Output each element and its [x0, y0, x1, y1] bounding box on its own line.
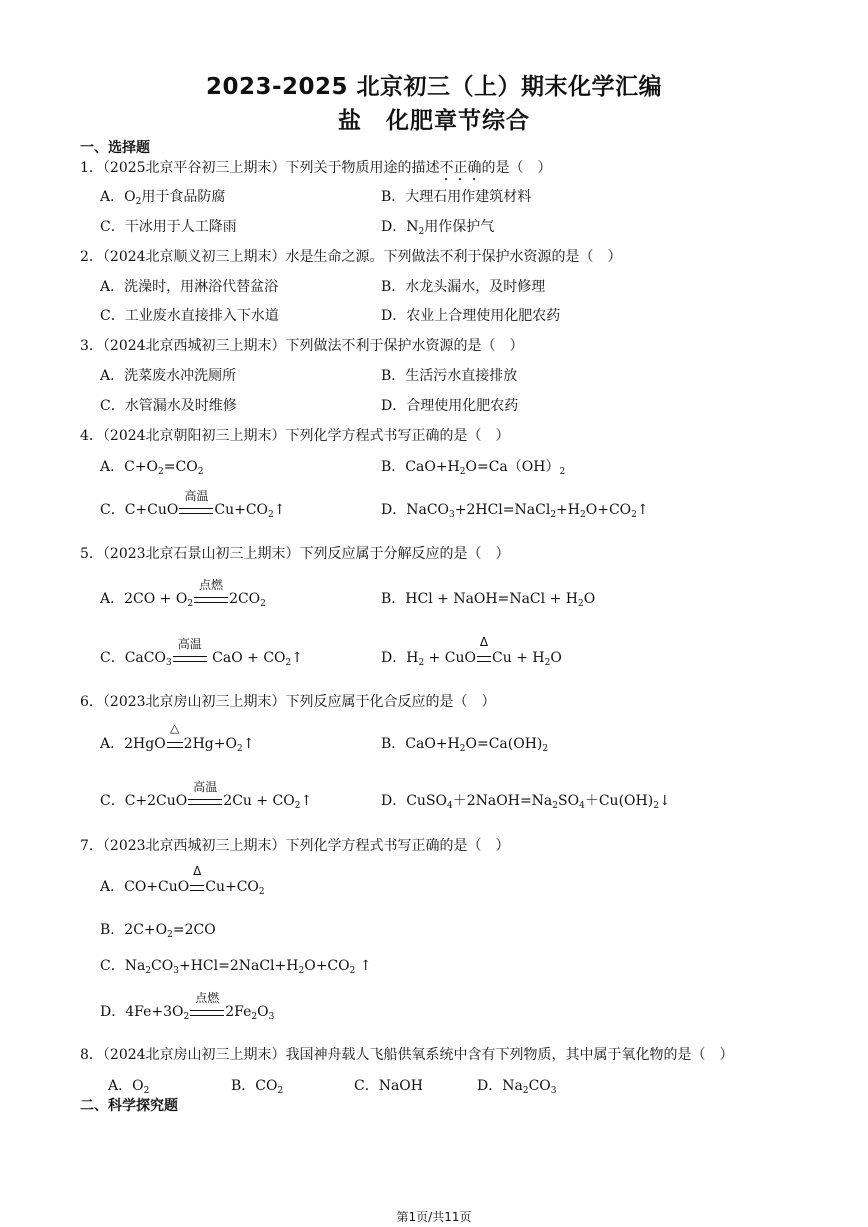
- question-6-option-b: B．$CaO+H_2O=Ca(OH)_2$: [381, 736, 549, 754]
- question-1-stem: 1．（2025北京平谷初三上期末）下列关于物质用途的描述不正确的是（ ）: [80, 160, 552, 176]
- question-2-option-c: C．工业废水直接排入下水道: [100, 308, 279, 324]
- reaction-arrow: △: [167, 737, 183, 751]
- question-2-option-a: A．洗澡时，用淋浴代替盆浴: [100, 279, 279, 295]
- reaction-arrow: 点燃: [194, 592, 228, 606]
- section-heading-choice: 一、选择题: [80, 140, 150, 156]
- question-5-option-b: B．HCl + NaOH=NaCl + $H_2O$: [381, 591, 596, 609]
- question-1-option-c: C．干冰用于人工降雨: [100, 219, 237, 235]
- question-7-option-a: A．CO+CuO Δ $Cu+CO_2$: [100, 864, 265, 897]
- reaction-arrow: 高温: [179, 503, 213, 517]
- question-5-option-d: D．$H_2$ + CuO Δ $Cu + H_2O$: [381, 635, 562, 668]
- question-6-option-a: A．2HgO △ $2Hg+O_2↑$: [100, 721, 255, 754]
- question-8-option-c: C．NaOH: [354, 1078, 423, 1094]
- question-3-option-c: C．水管漏水及时维修: [100, 398, 237, 414]
- question-6-option-d: D．$CuSO_4+2NaOH=Na_2SO_4+Cu(OH)_2↓$: [381, 793, 671, 811]
- question-6-stem: 6．（2023北京房山初三上期末）下列反应属于化合反应的是（ ）: [80, 694, 496, 710]
- question-1-option-a: A．$O_2$用于食品防腐: [100, 189, 226, 207]
- question-8-option-a: A．$O_2$: [108, 1078, 150, 1096]
- page-footer: 第1页/共11页: [396, 1210, 472, 1224]
- question-8-option-d: D．$Na_2CO_3$: [477, 1078, 557, 1096]
- question-3-option-b: B．生活污水直接排放: [381, 368, 518, 384]
- question-7-option-d: D．$4Fe+3O_2$ 点燃 $2Fe_2O_3$: [100, 991, 275, 1022]
- question-5-option-c: C．CaCO$_3$ 高温 CaO + $CO_2↑$: [100, 637, 303, 668]
- question-8-option-b: B．$CO_2$: [231, 1078, 284, 1096]
- reaction-arrow: 点燃: [190, 1005, 224, 1019]
- question-4-option-b: B．$CaO+H_2O=Ca(OH)_2$: [381, 459, 566, 477]
- question-3-option-d: D．合理使用化肥农药: [381, 398, 519, 414]
- question-2-stem: 2．（2024北京顺义初三上期末）水是生命之源。下列做法不利于保护水资源的是（ ）: [80, 249, 622, 265]
- question-5-option-a: A．$2CO + O_2$ 点燃 $2CO_2$: [100, 578, 266, 609]
- question-4-stem: 4．（2024北京朝阳初三上期末）下列化学方程式书写正确的是（ ）: [80, 428, 510, 444]
- question-2-option-d: D．农业上合理使用化肥农药: [381, 308, 561, 324]
- reaction-arrow: Δ: [190, 880, 204, 894]
- reaction-arrow: 高温: [188, 794, 222, 808]
- question-4-option-a: A．$C+O_2=CO_2$: [100, 459, 204, 477]
- question-3-option-a: A．洗菜废水冲洗厕所: [100, 368, 237, 384]
- section-heading-inquiry: 二、科学探究题: [80, 1098, 178, 1114]
- question-3-stem: 3．（2024北京西城初三上期末）下列做法不利于保护水资源的是（ ）: [80, 338, 524, 354]
- question-1-option-d: D．$N_2$用作保护气: [381, 219, 495, 237]
- question-1-option-b: B．大理石用作建筑材料: [381, 189, 532, 205]
- question-2-option-b: B．水龙头漏水，及时修理: [381, 279, 546, 295]
- question-6-option-c: C．C+2CuO 高温 $2Cu + CO_2↑$: [100, 780, 313, 811]
- question-4-option-c: C．C+CuO 高温 $Cu+CO_2↑$: [100, 489, 286, 520]
- document-subtitle: 盐 化肥章节综合: [338, 108, 530, 134]
- question-5-stem: 5．（2023北京石景山初三上期末）下列反应属于分解反应的是（ ）: [80, 546, 510, 562]
- document-title: 2023-2025 北京初三（上）期末化学汇编: [205, 74, 663, 100]
- question-7-stem: 7．（2023北京西城初三上期末）下列化学方程式书写正确的是（ ）: [80, 838, 510, 854]
- question-7-option-c: C．$Na_2CO_3+HCl=2NaCl+H_2O+CO_2$ ↑: [100, 958, 372, 976]
- question-8-stem: 8．（2024北京房山初三上期末）我国神舟载人飞船供氧系统中含有下列物质，其中属于氧化物的是（ ）: [80, 1047, 734, 1063]
- question-7-option-b: B．$2C+O_2=2CO$: [100, 922, 216, 940]
- question-4-option-d: D．$NaCO_3+2HCl=NaCl_2+H_2O+CO_2↑$: [381, 502, 649, 520]
- reaction-arrow: 高温: [173, 651, 207, 665]
- reaction-arrow: Δ: [477, 651, 491, 665]
